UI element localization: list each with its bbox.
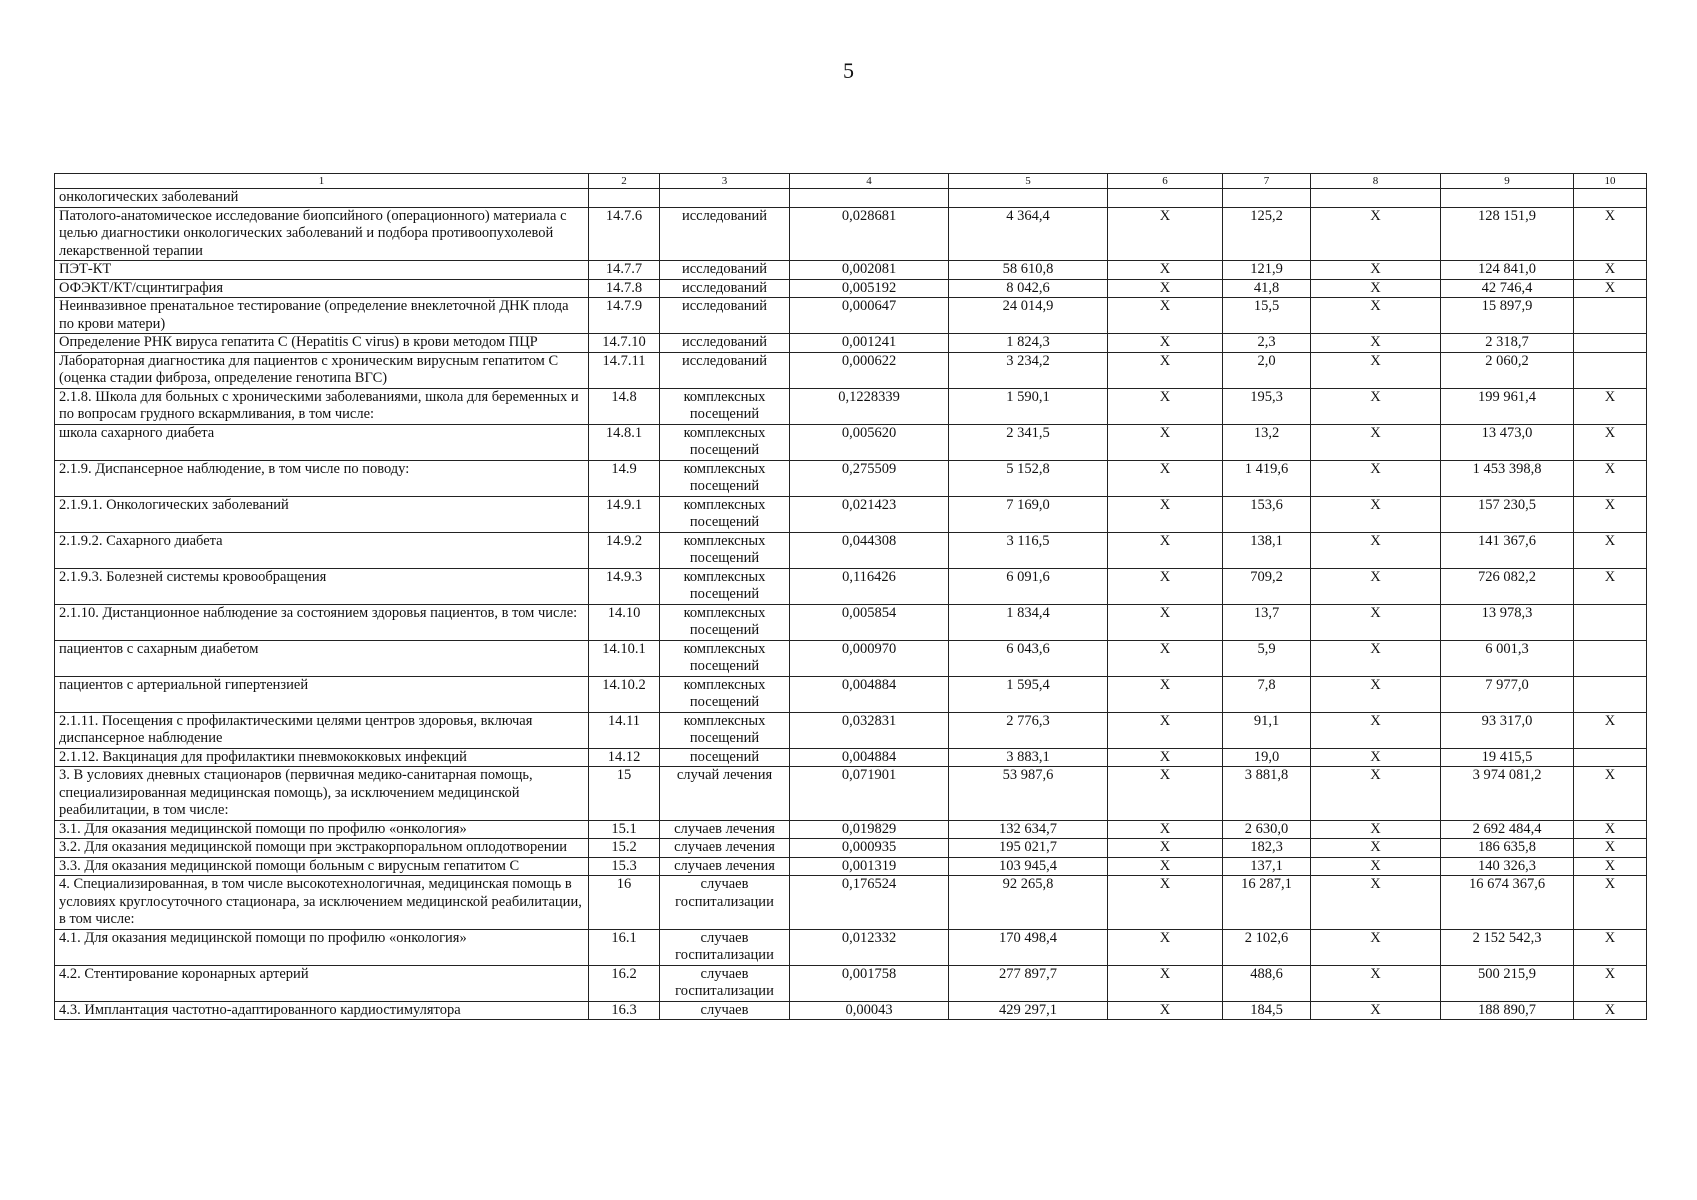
row-unit-cell: исследований	[660, 352, 790, 388]
row-code-cell: 14.8	[589, 388, 660, 424]
row-col9-cell: 16 674 367,6	[1441, 876, 1574, 930]
row-name-cell: 2.1.9.1. Онкологических заболеваний	[55, 496, 589, 532]
row-col6-cell: Х	[1108, 929, 1223, 965]
row-norm-cell: 0,004884	[790, 676, 949, 712]
row-col8-cell	[1311, 189, 1441, 208]
row-norm-cell: 0,001758	[790, 965, 949, 1001]
row-unit-cell: исследований	[660, 334, 790, 353]
row-unit-cell: комплексных посещений	[660, 640, 790, 676]
row-col7-cell: 3 881,8	[1223, 767, 1311, 821]
row-cost-cell: 1 595,4	[949, 676, 1108, 712]
row-col7-cell: 7,8	[1223, 676, 1311, 712]
table-row	[55, 965, 1647, 1001]
row-col6-cell: Х	[1108, 496, 1223, 532]
row-col8-cell: Х	[1311, 748, 1441, 767]
row-col7-cell: 19,0	[1223, 748, 1311, 767]
row-col9-cell: 93 317,0	[1441, 712, 1574, 748]
row-col8-cell: Х	[1311, 604, 1441, 640]
row-col6-cell: Х	[1108, 676, 1223, 712]
row-col7-cell: 13,7	[1223, 604, 1311, 640]
row-cost-cell: 2 776,3	[949, 712, 1108, 748]
table-row	[55, 712, 1647, 748]
row-cost-cell: 92 265,8	[949, 876, 1108, 930]
row-col10-cell	[1574, 334, 1647, 353]
row-col9-cell: 13 473,0	[1441, 424, 1574, 460]
column-number: 7	[1223, 174, 1311, 189]
row-cost-cell: 277 897,7	[949, 965, 1108, 1001]
row-col8-cell: Х	[1311, 965, 1441, 1001]
row-unit-cell: исследований	[660, 279, 790, 298]
row-code-cell: 15.1	[589, 820, 660, 839]
row-norm-cell: 0,275509	[790, 460, 949, 496]
table-row	[55, 1001, 1647, 1020]
row-norm-cell: 0,005854	[790, 604, 949, 640]
row-norm-cell: 0,000622	[790, 352, 949, 388]
row-unit-cell	[660, 189, 790, 208]
row-name-cell: онкологических заболеваний	[55, 189, 589, 208]
row-cost-cell: 24 014,9	[949, 298, 1108, 334]
row-code-cell: 15.2	[589, 839, 660, 858]
row-col10-cell	[1574, 298, 1647, 334]
table-row	[55, 334, 1647, 353]
table-row	[55, 767, 1647, 821]
row-cost-cell	[949, 189, 1108, 208]
row-col7-cell: 5,9	[1223, 640, 1311, 676]
row-cost-cell: 7 169,0	[949, 496, 1108, 532]
row-norm-cell: 0,021423	[790, 496, 949, 532]
row-cost-cell: 3 883,1	[949, 748, 1108, 767]
row-code-cell: 14.10.1	[589, 640, 660, 676]
row-col9-cell: 42 746,4	[1441, 279, 1574, 298]
row-col9-cell: 500 215,9	[1441, 965, 1574, 1001]
row-col9-cell: 2 060,2	[1441, 352, 1574, 388]
row-col7-cell: 709,2	[1223, 568, 1311, 604]
row-col9-cell: 726 082,2	[1441, 568, 1574, 604]
row-unit-cell: случаев лечения	[660, 857, 790, 876]
row-col6-cell: Х	[1108, 857, 1223, 876]
row-norm-cell: 0,000647	[790, 298, 949, 334]
row-code-cell: 15.3	[589, 857, 660, 876]
row-name-cell: Лабораторная диагностика для пациентов с хроническим вирусным гепатитом С (оценка стадии фиброза, определение генотипа ВГС)	[55, 352, 589, 388]
table-row	[55, 279, 1647, 298]
row-cost-cell: 58 610,8	[949, 261, 1108, 280]
row-code-cell: 16	[589, 876, 660, 930]
row-norm-cell: 0,028681	[790, 207, 949, 261]
table-row	[55, 857, 1647, 876]
row-code-cell: 16.3	[589, 1001, 660, 1020]
row-code-cell: 15	[589, 767, 660, 821]
row-col7-cell: 182,3	[1223, 839, 1311, 858]
row-col7-cell: 2 102,6	[1223, 929, 1311, 965]
row-col8-cell: Х	[1311, 640, 1441, 676]
row-col9-cell: 140 326,3	[1441, 857, 1574, 876]
row-col6-cell: Х	[1108, 965, 1223, 1001]
row-cost-cell: 6 043,6	[949, 640, 1108, 676]
row-col9-cell: 6 001,3	[1441, 640, 1574, 676]
column-number: 2	[589, 174, 660, 189]
row-col8-cell: Х	[1311, 820, 1441, 839]
row-norm-cell: 0,019829	[790, 820, 949, 839]
row-col9-cell: 19 415,5	[1441, 748, 1574, 767]
row-col7-cell: 121,9	[1223, 261, 1311, 280]
row-col8-cell: Х	[1311, 334, 1441, 353]
row-col6-cell: Х	[1108, 748, 1223, 767]
row-unit-cell: случаев госпитализации	[660, 876, 790, 930]
row-col8-cell: Х	[1311, 876, 1441, 930]
row-col7-cell: 184,5	[1223, 1001, 1311, 1020]
row-norm-cell: 0,071901	[790, 767, 949, 821]
row-col10-cell: Х	[1574, 496, 1647, 532]
row-col6-cell: Х	[1108, 1001, 1223, 1020]
row-col9-cell: 188 890,7	[1441, 1001, 1574, 1020]
row-code-cell: 14.7.11	[589, 352, 660, 388]
row-col6-cell: Х	[1108, 334, 1223, 353]
row-col7-cell: 2,0	[1223, 352, 1311, 388]
row-unit-cell: комплексных посещений	[660, 532, 790, 568]
row-unit-cell: комплексных посещений	[660, 712, 790, 748]
row-code-cell: 14.9.3	[589, 568, 660, 604]
row-col8-cell: Х	[1311, 207, 1441, 261]
table-row	[55, 298, 1647, 334]
row-name-cell: 3.1. Для оказания медицинской помощи по профилю «онкология»	[55, 820, 589, 839]
row-unit-cell: случаев лечения	[660, 820, 790, 839]
row-col10-cell: Х	[1574, 279, 1647, 298]
row-unit-cell: комплексных посещений	[660, 424, 790, 460]
row-col7-cell: 41,8	[1223, 279, 1311, 298]
row-unit-cell: исследований	[660, 298, 790, 334]
row-col9-cell: 2 152 542,3	[1441, 929, 1574, 965]
row-norm-cell	[790, 189, 949, 208]
row-col7-cell: 195,3	[1223, 388, 1311, 424]
row-name-cell: 4.2. Стентирование коронарных артерий	[55, 965, 589, 1001]
row-col7-cell: 2,3	[1223, 334, 1311, 353]
column-number: 5	[949, 174, 1108, 189]
row-col6-cell: Х	[1108, 767, 1223, 821]
row-col10-cell	[1574, 352, 1647, 388]
row-col8-cell: Х	[1311, 496, 1441, 532]
row-code-cell: 14.7.7	[589, 261, 660, 280]
row-name-cell: 3.2. Для оказания медицинской помощи при экстракорпоральном оплодотворении	[55, 839, 589, 858]
row-code-cell: 14.7.8	[589, 279, 660, 298]
row-col8-cell: Х	[1311, 532, 1441, 568]
row-col10-cell	[1574, 189, 1647, 208]
row-col9-cell: 186 635,8	[1441, 839, 1574, 858]
row-cost-cell: 5 152,8	[949, 460, 1108, 496]
row-col7-cell: 137,1	[1223, 857, 1311, 876]
row-code-cell: 14.11	[589, 712, 660, 748]
table-row	[55, 839, 1647, 858]
row-code-cell: 14.10	[589, 604, 660, 640]
row-col10-cell: Х	[1574, 839, 1647, 858]
row-col10-cell: Х	[1574, 207, 1647, 261]
row-cost-cell: 1 590,1	[949, 388, 1108, 424]
row-col10-cell: Х	[1574, 261, 1647, 280]
row-name-cell: 2.1.8. Школа для больных с хроническими заболеваниями, школа для беременных и по вопросам грудного вскармливания, в том числе:	[55, 388, 589, 424]
row-norm-cell: 0,005192	[790, 279, 949, 298]
row-norm-cell: 0,001241	[790, 334, 949, 353]
row-col10-cell	[1574, 604, 1647, 640]
column-number: 6	[1108, 174, 1223, 189]
row-cost-cell: 53 987,6	[949, 767, 1108, 821]
row-col8-cell: Х	[1311, 839, 1441, 858]
row-col10-cell: Х	[1574, 965, 1647, 1001]
table-row	[55, 352, 1647, 388]
row-unit-cell: случаев лечения	[660, 839, 790, 858]
row-name-cell: пациентов с сахарным диабетом	[55, 640, 589, 676]
row-col8-cell: Х	[1311, 279, 1441, 298]
row-norm-cell: 0,044308	[790, 532, 949, 568]
row-name-cell: 2.1.10. Дистанционное наблюдение за состоянием здоровья пациентов, в том числе:	[55, 604, 589, 640]
page-number: 5	[843, 58, 854, 83]
row-norm-cell: 0,012332	[790, 929, 949, 965]
row-cost-cell: 195 021,7	[949, 839, 1108, 858]
row-unit-cell: посещений	[660, 748, 790, 767]
row-cost-cell: 6 091,6	[949, 568, 1108, 604]
row-col7-cell: 125,2	[1223, 207, 1311, 261]
row-name-cell: 3.3. Для оказания медицинской помощи больным с вирусным гепатитом С	[55, 857, 589, 876]
row-col10-cell: Х	[1574, 712, 1647, 748]
row-code-cell: 14.9.1	[589, 496, 660, 532]
row-col7-cell: 138,1	[1223, 532, 1311, 568]
row-col7-cell: 15,5	[1223, 298, 1311, 334]
row-col8-cell: Х	[1311, 1001, 1441, 1020]
row-col6-cell: Х	[1108, 298, 1223, 334]
column-number: 8	[1311, 174, 1441, 189]
row-col6-cell: Х	[1108, 568, 1223, 604]
row-col6-cell: Х	[1108, 712, 1223, 748]
table-row	[55, 676, 1647, 712]
row-col8-cell: Х	[1311, 388, 1441, 424]
row-code-cell: 16.1	[589, 929, 660, 965]
row-code-cell: 14.7.10	[589, 334, 660, 353]
row-col9-cell	[1441, 189, 1574, 208]
row-cost-cell: 3 116,5	[949, 532, 1108, 568]
row-col10-cell: Х	[1574, 820, 1647, 839]
row-col9-cell: 13 978,3	[1441, 604, 1574, 640]
row-col6-cell: Х	[1108, 876, 1223, 930]
row-cost-cell: 3 234,2	[949, 352, 1108, 388]
row-name-cell: Неинвазивное пренатальное тестирование (определение внеклеточной ДНК плода по крови матери)	[55, 298, 589, 334]
row-cost-cell: 132 634,7	[949, 820, 1108, 839]
row-cost-cell: 1 824,3	[949, 334, 1108, 353]
row-col10-cell: Х	[1574, 767, 1647, 821]
row-col7-cell: 16 287,1	[1223, 876, 1311, 930]
row-norm-cell: 0,00043	[790, 1001, 949, 1020]
row-norm-cell: 0,1228339	[790, 388, 949, 424]
row-name-cell: 2.1.9. Диспансерное наблюдение, в том числе по поводу:	[55, 460, 589, 496]
table-row	[55, 207, 1647, 261]
row-col9-cell: 124 841,0	[1441, 261, 1574, 280]
row-col6-cell: Х	[1108, 820, 1223, 839]
row-name-cell: Патолого-анатомическое исследование биопсийного (операционного) материала с целью диагностики онкологических заболеваний и подбора противоопухолевой лекарственной терапии	[55, 207, 589, 261]
row-name-cell: 3. В условиях дневных стационаров (первичная медико-санитарная помощь, специализированная медицинская помощь), за исключением медицинской реабилитации, в том числе:	[55, 767, 589, 821]
row-code-cell: 14.12	[589, 748, 660, 767]
row-col6-cell: Х	[1108, 640, 1223, 676]
row-col10-cell: Х	[1574, 876, 1647, 930]
table-row	[55, 532, 1647, 568]
row-col8-cell: Х	[1311, 712, 1441, 748]
column-number: 4	[790, 174, 949, 189]
table-row	[55, 568, 1647, 604]
row-norm-cell: 0,116426	[790, 568, 949, 604]
row-norm-cell: 0,005620	[790, 424, 949, 460]
row-norm-cell: 0,002081	[790, 261, 949, 280]
row-unit-cell: случаев госпитализации	[660, 965, 790, 1001]
row-col6-cell: Х	[1108, 460, 1223, 496]
row-cost-cell: 429 297,1	[949, 1001, 1108, 1020]
row-cost-cell: 1 834,4	[949, 604, 1108, 640]
row-name-cell: 4.3. Имплантация частотно-адаптированного кардиостимулятора	[55, 1001, 589, 1020]
row-col7-cell: 2 630,0	[1223, 820, 1311, 839]
table-row	[55, 261, 1647, 280]
row-norm-cell: 0,001319	[790, 857, 949, 876]
table-row	[55, 496, 1647, 532]
table-row	[55, 748, 1647, 767]
table-row	[55, 460, 1647, 496]
row-name-cell: ОФЭКТ/КТ/сцинтиграфия	[55, 279, 589, 298]
row-cost-cell: 4 364,4	[949, 207, 1108, 261]
table-row	[55, 604, 1647, 640]
row-col6-cell: Х	[1108, 839, 1223, 858]
table-row	[55, 820, 1647, 839]
row-col9-cell: 128 151,9	[1441, 207, 1574, 261]
row-code-cell: 14.10.2	[589, 676, 660, 712]
row-col9-cell: 3 974 081,2	[1441, 767, 1574, 821]
row-name-cell: 4. Специализированная, в том числе высокотехнологичная, медицинская помощь в условиях круглосуточного стационара, за исключением медицинской реабилитации, в том числе:	[55, 876, 589, 930]
row-cost-cell: 2 341,5	[949, 424, 1108, 460]
row-col10-cell: Х	[1574, 532, 1647, 568]
row-col10-cell	[1574, 748, 1647, 767]
row-col10-cell: Х	[1574, 424, 1647, 460]
row-col8-cell: Х	[1311, 424, 1441, 460]
row-unit-cell: случаев	[660, 1001, 790, 1020]
row-col10-cell: Х	[1574, 857, 1647, 876]
row-name-cell: 2.1.11. Посещения с профилактическими целями центров здоровья, включая диспансерное наблюдение	[55, 712, 589, 748]
table-row	[55, 424, 1647, 460]
row-unit-cell: исследований	[660, 207, 790, 261]
row-name-cell: 2.1.9.2. Сахарного диабета	[55, 532, 589, 568]
row-col9-cell: 7 977,0	[1441, 676, 1574, 712]
row-col7-cell	[1223, 189, 1311, 208]
row-col9-cell: 2 692 484,4	[1441, 820, 1574, 839]
row-norm-cell: 0,000935	[790, 839, 949, 858]
row-cost-cell: 170 498,4	[949, 929, 1108, 965]
row-col8-cell: Х	[1311, 460, 1441, 496]
row-cost-cell: 103 945,4	[949, 857, 1108, 876]
row-col10-cell	[1574, 676, 1647, 712]
row-col8-cell: Х	[1311, 929, 1441, 965]
row-norm-cell: 0,176524	[790, 876, 949, 930]
row-col8-cell: Х	[1311, 767, 1441, 821]
row-code-cell: 14.7.6	[589, 207, 660, 261]
row-col8-cell: Х	[1311, 298, 1441, 334]
row-col9-cell: 1 453 398,8	[1441, 460, 1574, 496]
row-col10-cell	[1574, 640, 1647, 676]
row-col6-cell: Х	[1108, 207, 1223, 261]
row-col9-cell: 2 318,7	[1441, 334, 1574, 353]
table-row	[55, 929, 1647, 965]
row-col6-cell: Х	[1108, 388, 1223, 424]
row-col8-cell: Х	[1311, 857, 1441, 876]
row-unit-cell: комплексных посещений	[660, 496, 790, 532]
row-code-cell: 14.7.9	[589, 298, 660, 334]
row-col9-cell: 157 230,5	[1441, 496, 1574, 532]
row-unit-cell: комплексных посещений	[660, 676, 790, 712]
row-col10-cell: Х	[1574, 929, 1647, 965]
table-row	[55, 640, 1647, 676]
column-number: 1	[55, 174, 589, 189]
row-col6-cell: Х	[1108, 532, 1223, 568]
row-col10-cell: Х	[1574, 388, 1647, 424]
row-unit-cell: комплексных посещений	[660, 604, 790, 640]
row-col9-cell: 141 367,6	[1441, 532, 1574, 568]
row-unit-cell: комплексных посещений	[660, 568, 790, 604]
row-col9-cell: 199 961,4	[1441, 388, 1574, 424]
row-code-cell: 16.2	[589, 965, 660, 1001]
row-col8-cell: Х	[1311, 352, 1441, 388]
row-norm-cell: 0,004884	[790, 748, 949, 767]
row-unit-cell: комплексных посещений	[660, 460, 790, 496]
row-col7-cell: 153,6	[1223, 496, 1311, 532]
row-norm-cell: 0,000970	[790, 640, 949, 676]
row-name-cell: 4.1. Для оказания медицинской помощи по профилю «онкология»	[55, 929, 589, 965]
row-code-cell: 14.8.1	[589, 424, 660, 460]
row-col6-cell: Х	[1108, 604, 1223, 640]
table-row	[55, 876, 1647, 930]
row-name-cell: ПЭТ-КТ	[55, 261, 589, 280]
row-col8-cell: Х	[1311, 676, 1441, 712]
row-col6-cell: Х	[1108, 279, 1223, 298]
row-name-cell: Определение РНК вируса гепатита С (Hepatitis C virus) в крови методом ПЦР	[55, 334, 589, 353]
row-unit-cell: случай лечения	[660, 767, 790, 821]
column-number-row	[55, 174, 1647, 189]
row-name-cell: 2.1.12. Вакцинация для профилактики пневмококковых инфекций	[55, 748, 589, 767]
column-number: 9	[1441, 174, 1574, 189]
row-col7-cell: 13,2	[1223, 424, 1311, 460]
row-col10-cell: Х	[1574, 568, 1647, 604]
row-col7-cell: 91,1	[1223, 712, 1311, 748]
row-cost-cell: 8 042,6	[949, 279, 1108, 298]
row-col8-cell: Х	[1311, 568, 1441, 604]
row-col6-cell: Х	[1108, 424, 1223, 460]
row-col8-cell: Х	[1311, 261, 1441, 280]
row-col6-cell	[1108, 189, 1223, 208]
row-norm-cell: 0,032831	[790, 712, 949, 748]
row-unit-cell: случаев госпитализации	[660, 929, 790, 965]
row-col6-cell: Х	[1108, 261, 1223, 280]
row-unit-cell: исследований	[660, 261, 790, 280]
column-number: 3	[660, 174, 790, 189]
row-col7-cell: 1 419,6	[1223, 460, 1311, 496]
table-row	[55, 189, 1647, 208]
data-table	[54, 173, 1647, 1020]
row-name-cell: школа сахарного диабета	[55, 424, 589, 460]
row-col9-cell: 15 897,9	[1441, 298, 1574, 334]
row-unit-cell: комплексных посещений	[660, 388, 790, 424]
row-col10-cell: Х	[1574, 460, 1647, 496]
row-col10-cell: Х	[1574, 1001, 1647, 1020]
row-col6-cell: Х	[1108, 352, 1223, 388]
row-col7-cell: 488,6	[1223, 965, 1311, 1001]
column-number: 10	[1574, 174, 1647, 189]
row-code-cell	[589, 189, 660, 208]
table-row	[55, 388, 1647, 424]
row-name-cell: пациентов с артериальной гипертензией	[55, 676, 589, 712]
row-name-cell: 2.1.9.3. Болезней системы кровообращения	[55, 568, 589, 604]
row-code-cell: 14.9	[589, 460, 660, 496]
row-code-cell: 14.9.2	[589, 532, 660, 568]
